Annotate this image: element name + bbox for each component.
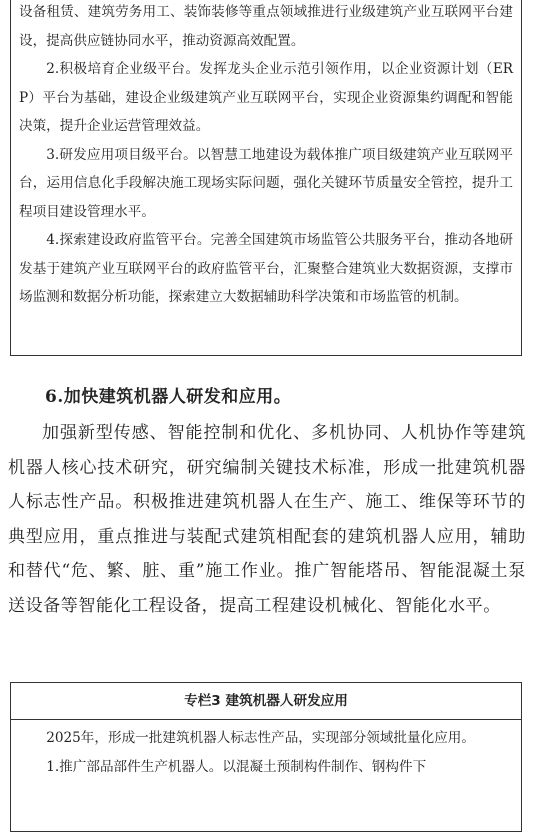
platform-box	[10, 0, 522, 356]
box-paragraph: 2025年，形成一批建筑机器人标志性产品，实现部分领域批量化应用。	[46, 730, 475, 746]
box-paragraph: 设备租赁、建筑劳务用工、装饰装修等重点领域推进行业级建筑产业互联网平台建设，提高供应链协同水平，推动资源高效配置。	[19, 4, 513, 49]
robot-column-box	[10, 682, 522, 832]
column-title: 专栏3 建筑机器人研发应用	[11, 683, 521, 720]
section-title: 6.加快建筑机器人研发和应用。	[45, 387, 292, 407]
section-body: 加强新型传感、智能控制和优化、多机协同、人机协作等建筑机器人核心技术研究，研究编制关键技术标准，形成一批建筑机器人标志性产品。积极推进建筑机器人在生产、施工、维保等环节的典型应用，重点推进与装配式建筑相配套的建筑机器人应用，辅助和替代“危、繁、脏、重”施工作业。推广智能塔吊、智能混凝土泵送设备等智能化工程设备，提高工程建设机械化、智能化水平。	[8, 423, 526, 616]
column-body	[11, 720, 521, 781]
box-paragraph: 1.推广部品部件生产机器人。以混凝土预制构件制作、钢构件下	[46, 758, 427, 775]
box-paragraph: 3.研发应用项目级平台。以智慧工地建设为载体推广项目级建筑产业互联网平台，运用信息化手段解决施工现场实际问题，强化关键环节质量安全管控，提升工程项目建设管理水平。	[19, 146, 513, 220]
box-paragraph: 4.探索建设政府监管平台。完善全国建筑市场监管公共服务平台，推动各地研发基于建筑产业互联网平台的政府监管平台，汇聚整合建筑业大数据资源，支撑市场监测和数据分析功能，探索建立大数据辅助科学决策和市场监管的机制。	[19, 232, 513, 305]
box-paragraph: 2.积极培育企业级平台。发挥龙头企业示范引领作用，以企业资源计划（ERP）平台为基础，建设企业级建筑产业互联网平台，实现企业资源集约调配和智能决策，提升企业运营管理效益。	[19, 61, 513, 134]
